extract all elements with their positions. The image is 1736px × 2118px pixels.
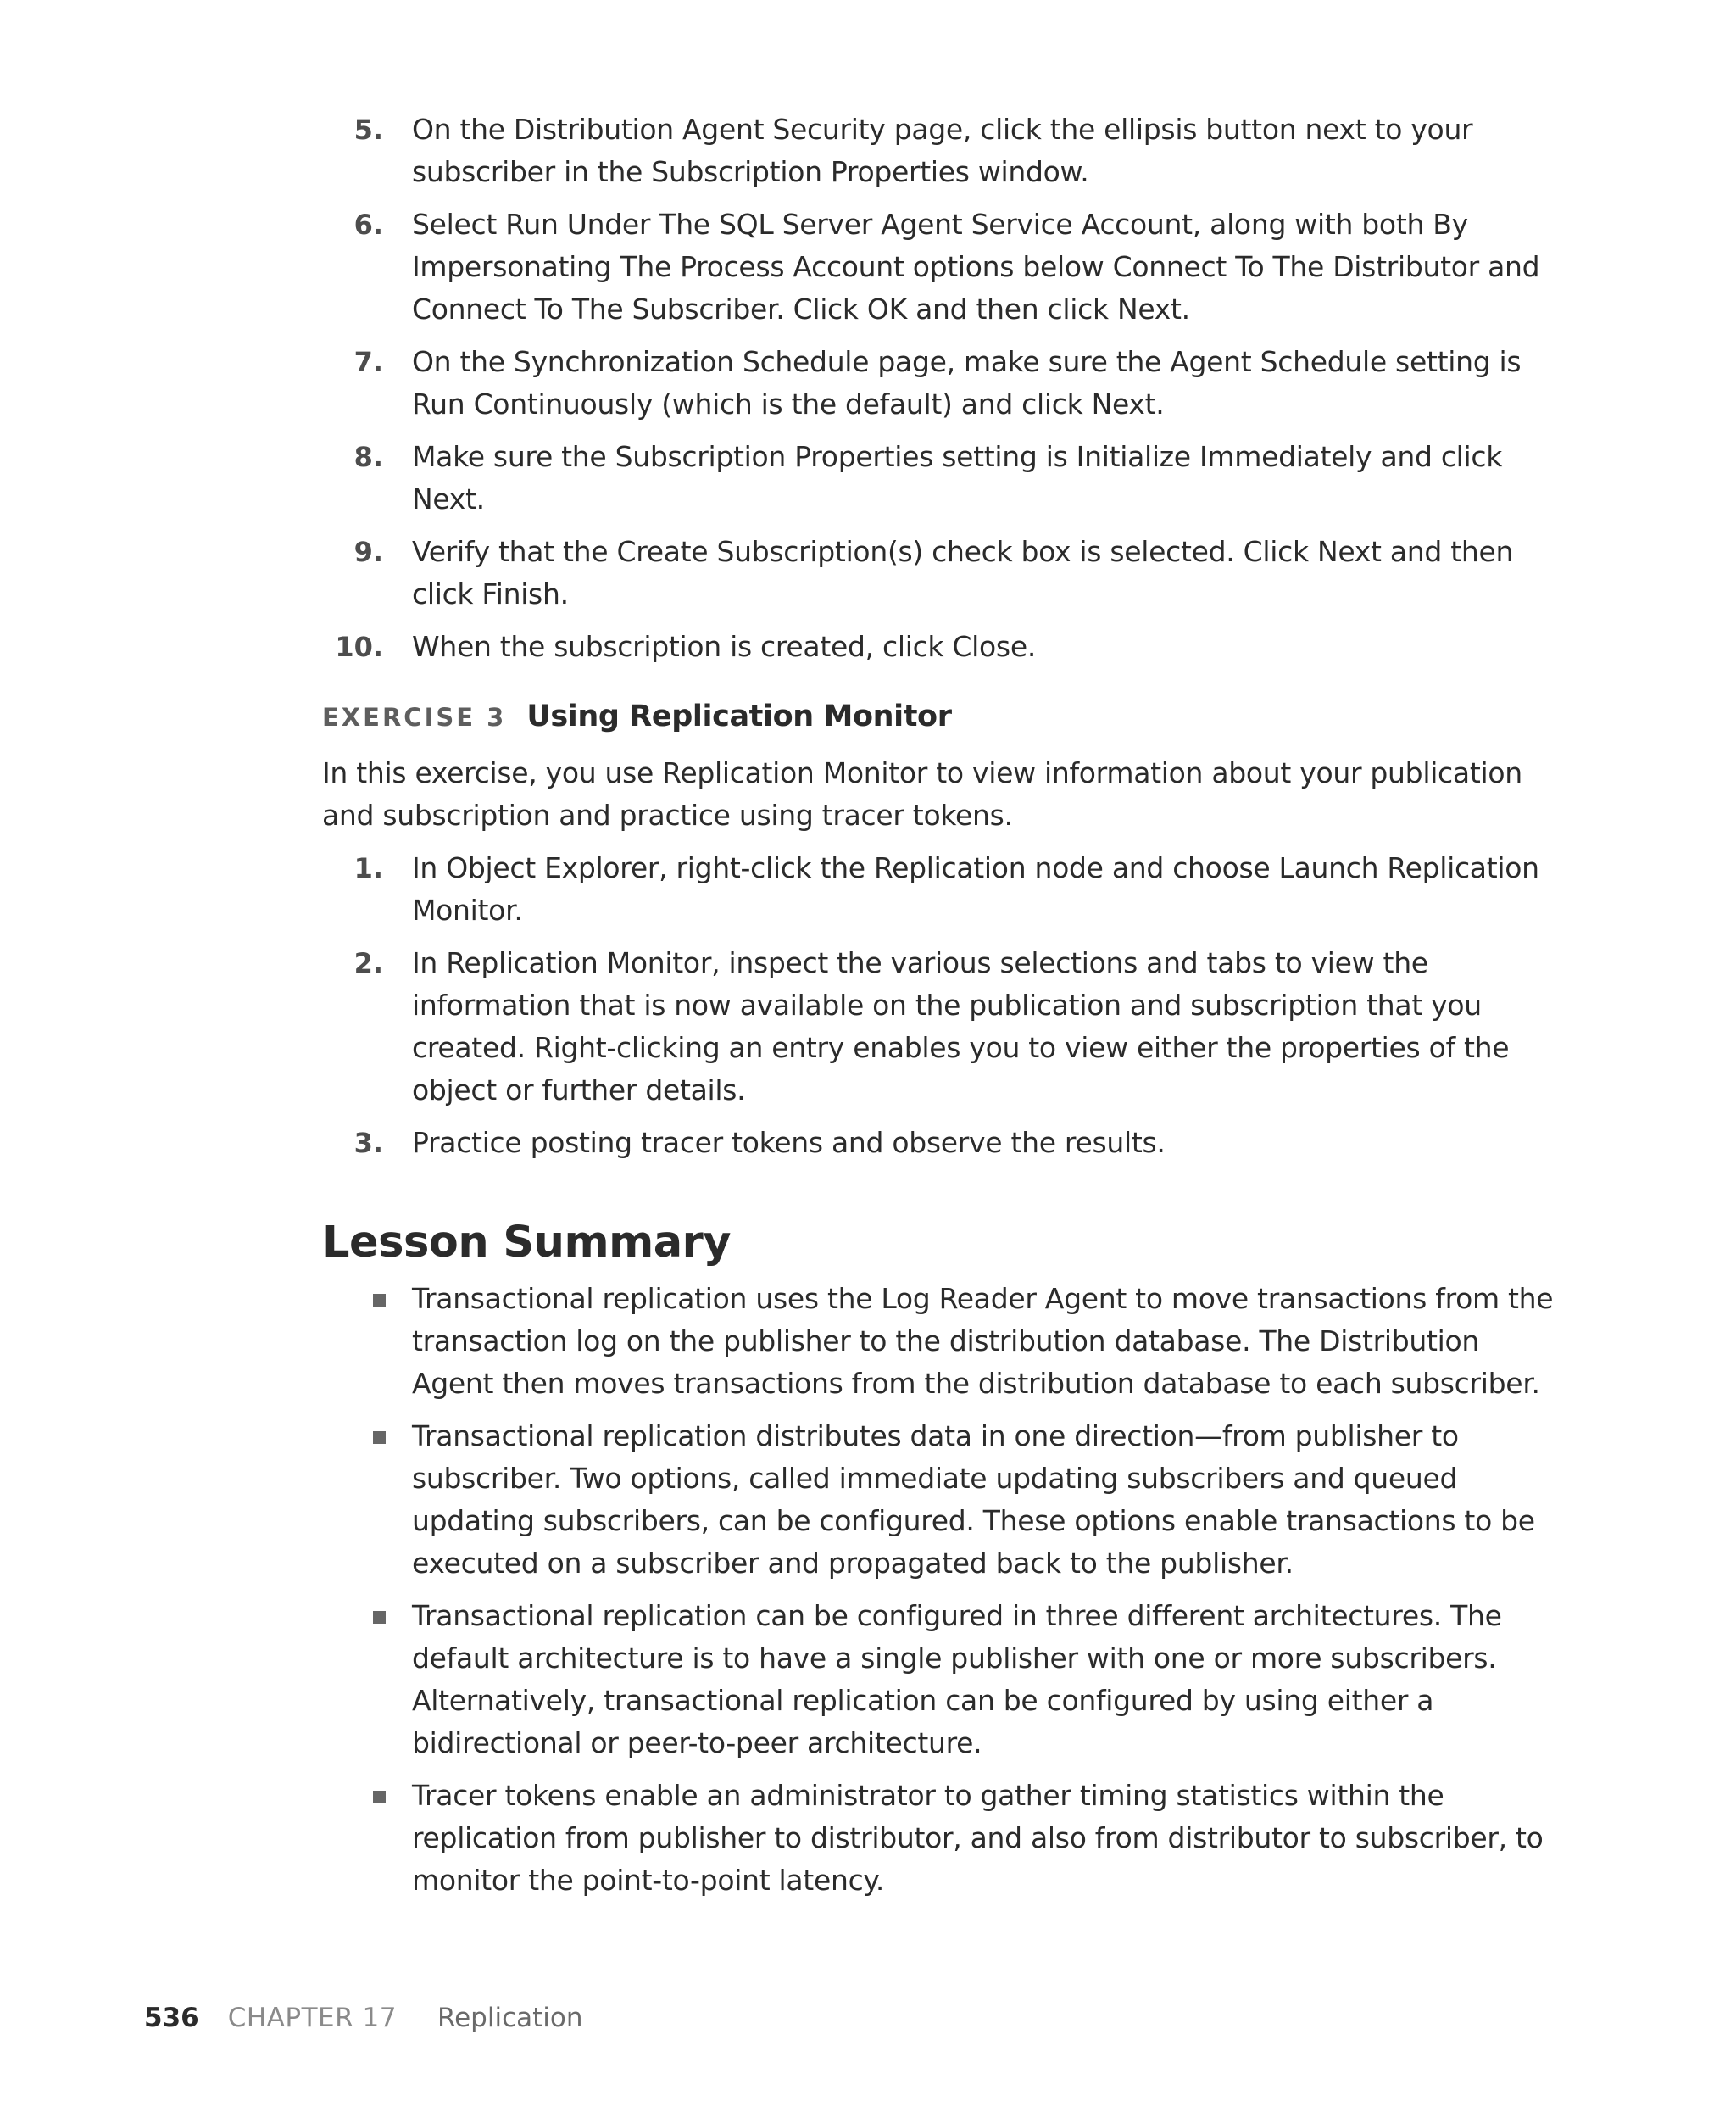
bullet-text: Transactional replication distributes data in one direction—from publisher to subscriber. Two options, called immediate updating subscribers and queued updating subscribers, can be configured. These options enable transactions to be executed on a subscriber and propagated back to the publisher. [412, 1419, 1535, 1580]
exercise-label: EXERCISE 3 [322, 703, 507, 732]
exercise-title: Using Replication Monitor [526, 699, 952, 733]
step-item [322, 847, 1560, 932]
step-item [322, 531, 1560, 616]
step-text: Make sure the Subscription Properties setting is Initialize Immediately and click Next. [412, 440, 1503, 516]
square-bullet-icon [373, 1431, 386, 1444]
step-text: When the subscription is created, click Close. [412, 630, 1037, 663]
square-bullet-icon [373, 1791, 386, 1803]
step-number: 3. [353, 1127, 383, 1159]
step-text: On the Synchronization Schedule page, make sure the Agent Schedule setting is Run Continuously (which is the default) and click Next. [412, 345, 1522, 421]
lesson-summary-title: Lesson Summary [322, 1218, 732, 1268]
square-bullet-icon [373, 1294, 386, 1307]
step-number: 2. [353, 947, 383, 979]
step-text: Verify that the Create Subscription(s) check box is selected. Click Next and then click Finish. [412, 535, 1514, 610]
step-number: 7. [353, 346, 383, 378]
step-number: 8. [353, 441, 383, 473]
step-number: 5. [353, 114, 383, 146]
page-footer [144, 1999, 583, 2037]
step-item [322, 626, 1560, 668]
summary-bullet [322, 1595, 1560, 1764]
step-item [322, 109, 1560, 193]
summary-bullet [322, 1775, 1560, 1902]
lesson-summary-list [322, 1278, 1560, 1902]
step-text: In Replication Monitor, inspect the various selections and tabs to view the information that is now available on the publication and subscription that you created. Right-clicking an entry enables you to view either the properties of the object or further details. [412, 946, 1510, 1106]
section-label: Replication [437, 2003, 583, 2033]
summary-bullet [322, 1278, 1560, 1405]
step-text: In Object Explorer, right-click the Replication node and choose Launch Replication Monitor. [412, 851, 1539, 927]
step-number: 9. [353, 536, 383, 568]
summary-bullet [322, 1415, 1560, 1585]
step-number: 10. [335, 631, 383, 663]
square-bullet-icon [373, 1611, 386, 1624]
step-item [322, 1122, 1560, 1164]
step-item [322, 341, 1560, 426]
bullet-text: Transactional replication uses the Log Reader Agent to move transactions from the transaction log on the publisher to the distribution database. The Distribution Agent then moves transactions from the distribution database to each subscriber. [412, 1282, 1554, 1400]
exercise-heading [322, 695, 1560, 739]
bullet-text: Tracer tokens enable an administrator to gather timing statistics within the replication from publisher to distributor, and also from distributor to subscriber, to monitor the point-to-point latency. [412, 1779, 1544, 1897]
exercise-steps-list [322, 847, 1560, 1164]
step-number: 1. [353, 852, 383, 884]
chapter-label: CHAPTER 17 [227, 2003, 397, 2033]
exercise-intro: In this exercise, you use Replication Monitor to view information about your publication and subscription and practice using tracer tokens. [322, 756, 1522, 832]
page-content [322, 109, 1560, 1912]
bullet-text: Transactional replication can be configured in three different architectures. The default architecture is to have a single publisher with one or more subscribers. Alternatively, transactional replication can be configured by using either a bidirectional or peer-to-peer architecture. [412, 1599, 1502, 1759]
page-number: 536 [144, 2003, 199, 2033]
step-text: Select Run Under The SQL Server Agent Service Account, along with both By Impersonating The Process Account options below Connect To The Distributor and Connect To The Subscriber. Click OK and then click Next. [412, 208, 1540, 326]
step-text: Practice posting tracer tokens and observe the results. [412, 1126, 1166, 1159]
step-text: On the Distribution Agent Security page, click the ellipsis button next to your subscriber in the Subscription Properties window. [412, 113, 1473, 188]
step-number: 6. [353, 209, 383, 241]
top-steps-list [322, 109, 1560, 668]
step-item [322, 203, 1560, 331]
step-item [322, 436, 1560, 521]
step-item [322, 942, 1560, 1112]
